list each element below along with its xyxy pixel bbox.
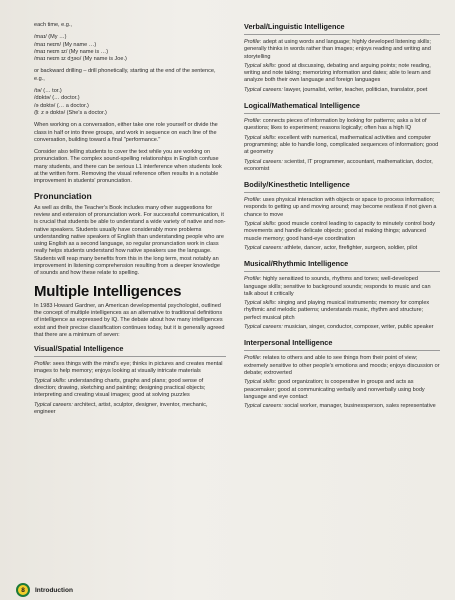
careers-line: [244, 324, 440, 331]
careers-text: musician, singer, conductor, composer, writer, public speaker: [284, 324, 434, 331]
careers-label: Typical careers:: [244, 403, 283, 410]
skills-text: good at discussing, debating and arguing points; note reading, writing and note taking; memorizing information and dates; able to learn and analyze both their own language and foreign languages: [244, 62, 431, 84]
drill-item: /maɪ neɪm ɪz dʒəʊ/ (My name is Joe.): [34, 56, 127, 63]
divider: [244, 113, 440, 114]
careers-text: athlete, dancer, actor, firefighter, surgeon, soldier, pilot: [284, 244, 418, 251]
intro-line: each time, e.g.,: [34, 22, 72, 28]
drill-item: /maɪ neɪm ɪz/ (My name is …): [34, 48, 109, 55]
skills-label: Typical skills:: [244, 221, 277, 228]
intelligence-title: Bodily/Kinesthetic Intelligence: [244, 180, 350, 190]
skills-line: [244, 379, 440, 401]
drill-item: /tə/ (… tor.): [34, 88, 62, 95]
profile-label: Profile:: [244, 39, 262, 45]
profile-line: [34, 361, 226, 376]
profile-line: [244, 355, 440, 377]
divider: [244, 192, 440, 193]
consider-paragraph: Consider also telling students to cover the text while you are working on pronunciation. The complex sound-spelling relationships in English confuse many students, and there can be serious L1 interference when students look at the written form. Removing the visual reference often results in a notable improvement in students' pronunciation.: [34, 149, 222, 185]
skills-line: [34, 378, 226, 400]
multiple-intelligences-heading: Multiple Intelligences: [34, 282, 182, 300]
careers-text: architect, artist, sculptor, designer, inventor, mechanic, engineer: [34, 401, 208, 415]
profile-text: adept at using words and language; highly developed listening skills; generally thinks in words rather than images; enjoys reading and writing and storytelling: [244, 39, 431, 60]
careers-label: Typical careers:: [244, 324, 283, 331]
profile-label: Profile:: [244, 118, 262, 125]
intelligence-visual-spatial: [34, 344, 226, 416]
intelligence-bodily-kinesthetic: [244, 180, 440, 252]
intelligence-logical-mathematical: [244, 101, 440, 173]
careers-text: lawyer, journalist, writer, teacher, politician, translator, poet: [284, 86, 428, 93]
skills-label: Typical skills:: [244, 379, 277, 386]
intelligence-title: Logical/Mathematical Intelligence: [244, 101, 360, 111]
left-column: [34, 22, 226, 423]
careers-label: Typical careers:: [244, 244, 283, 251]
skills-text: excellent with numerical, mathematical activities and computer programming; able to handle long, complicated sequences of information; good at geometry: [244, 134, 439, 156]
careers-line: [244, 87, 440, 94]
skills-label: Typical skills:: [244, 134, 277, 141]
profile-text: connects pieces of information by looking for patterns; asks a lot of questions; likes to experiment; reasons logically; often has a high IQ: [244, 118, 427, 132]
skills-text: good organization; is cooperative in groups and acts as peacemaker; good at communicating verbally and nonverbally using body language and eye contact: [244, 379, 425, 400]
footer-section-label: Introduction: [35, 586, 73, 594]
careers-line: [244, 245, 440, 252]
drill-item: /maɪ/ (My …): [34, 34, 67, 41]
drill-item: /dɒktə/ (… doctor.): [34, 95, 80, 102]
skills-line: [244, 135, 440, 157]
profile-line: [244, 197, 440, 219]
skills-line: [244, 300, 440, 322]
right-column: [244, 22, 440, 417]
page-number-badge: [16, 583, 30, 597]
divider: [244, 34, 440, 35]
divider: [34, 356, 226, 357]
pronunciation-heading: Pronunciation: [34, 190, 92, 201]
divider: [244, 271, 440, 272]
drill-item: /ʃiː z ə dɒktə/ (She's a doctor.): [34, 109, 107, 116]
backward-drill-list: [34, 88, 226, 117]
profile-label: Profile:: [244, 355, 262, 362]
careers-line: [244, 159, 440, 174]
intelligence-musical-rhythmic: [244, 259, 440, 331]
profile-line: [244, 39, 440, 61]
page-number: 8: [21, 586, 25, 594]
skills-text: understanding charts, graphs and plans; good sense of direction; drawing, sketching and painting; designing practical objects; interpreting and creating visual images; good at solving puzzles: [34, 377, 206, 399]
careers-text: social worker, manager, businessperson, sales representative: [284, 403, 436, 410]
intelligence-title: Visual/Spatial Intelligence: [34, 344, 124, 354]
gardner-paragraph: In 1983 Howard Gardner, an American developmental psychologist, outlined the concept of multiple intelligences as an alternative to traditional definitions of intelligence as expressed by IQ. The debate about how many intelligences exist and their precise classification continues today, but it is generally agreed that there are a minimum of seven:: [34, 302, 225, 338]
profile-text: highly sensitized to sounds, rhythms and tones; well-developed language skills; sensitive to background sounds; responds to music and can talk about it critically: [244, 276, 431, 297]
skills-label: Typical skills:: [244, 62, 277, 69]
conversation-paragraph: When working on a conversation, either take one role yourself or divide the class in half or into three groups, and work in sequence on each line of the conversation, building toward a final "performance.": [34, 122, 218, 143]
careers-label: Typical careers:: [244, 86, 283, 93]
drill-item: /ə dɒktə/ (… a doctor.): [34, 102, 89, 109]
drill-list: [34, 34, 226, 63]
page-footer: [16, 583, 73, 597]
divider: [244, 350, 440, 351]
profile-text: relates to others and able to see things from their point of view; extremely sensitive to other people's emotions and moods; enjoys discussion or debate; extroverted: [244, 355, 440, 376]
skills-text: good muscle control leading to capacity to minutely control body movements and handle delicate objects; good at making things; advanced muscle memory; good hand-eye coordination: [244, 221, 436, 242]
careers-label: Typical careers:: [34, 401, 73, 408]
skills-label: Typical skills:: [244, 300, 277, 307]
profile-text: sees things with the mind's eye; thinks in pictures and creates mental images to help memory; enjoys looking at visually intricate materials: [34, 361, 223, 375]
intelligence-title: Verbal/Linguistic Intelligence: [244, 22, 345, 31]
intelligence-title: Musical/Rhythmic Intelligence: [244, 259, 349, 269]
careers-text: scientist, IT programmer, accountant, mathematician, doctor, economist: [244, 158, 433, 172]
skills-text: singing and playing musical instruments; memory for complex rhythmic and melodic patterns; understands music, rhythm and structure; perfect musical pitch: [244, 300, 430, 321]
intelligence-verbal-linguistic: [244, 22, 440, 94]
skills-label: Typical skills:: [34, 377, 67, 384]
profile-label: Profile:: [244, 276, 262, 283]
careers-line: [244, 403, 440, 410]
profile-line: [244, 118, 440, 133]
profile-label: Profile:: [34, 361, 52, 368]
drill-item: /maɪ neɪm/ (My name …): [34, 41, 97, 48]
careers-label: Typical careers:: [244, 158, 283, 165]
pronunciation-paragraph: As well as drills, the Teacher's Book includes many other suggestions for review and extension of pronunciation work. For successful communication, it is crucial that students be able to understand a wide variety of native and non-native speakers. Students usually have considerably more problems understanding native speakers of English than understanding people who are using English as a second language, so regular pronunciation work in class really helps students understand how native speakers use the language. Students will reap many benefits from this in the long term, most notably an improvement in listening comprehension resulting from a deeper knowledge of sounds and how these relate to spelling.: [34, 204, 226, 277]
profile-label: Profile:: [244, 197, 262, 204]
skills-line: [244, 63, 440, 85]
skills-line: [244, 221, 440, 243]
intelligence-title: Interpersonal Intelligence: [244, 338, 333, 348]
backward-drilling-text: or backward drilling – drill phonetically, starting at the end of the sentence, e.g.,: [34, 68, 216, 82]
profile-line: [244, 276, 440, 298]
profile-text: uses physical interaction with objects or space to process information; responds to getting up and moving around; may become restless if not given a chance to move: [244, 197, 437, 218]
intelligence-interpersonal: [244, 338, 440, 410]
careers-line: [34, 402, 226, 417]
